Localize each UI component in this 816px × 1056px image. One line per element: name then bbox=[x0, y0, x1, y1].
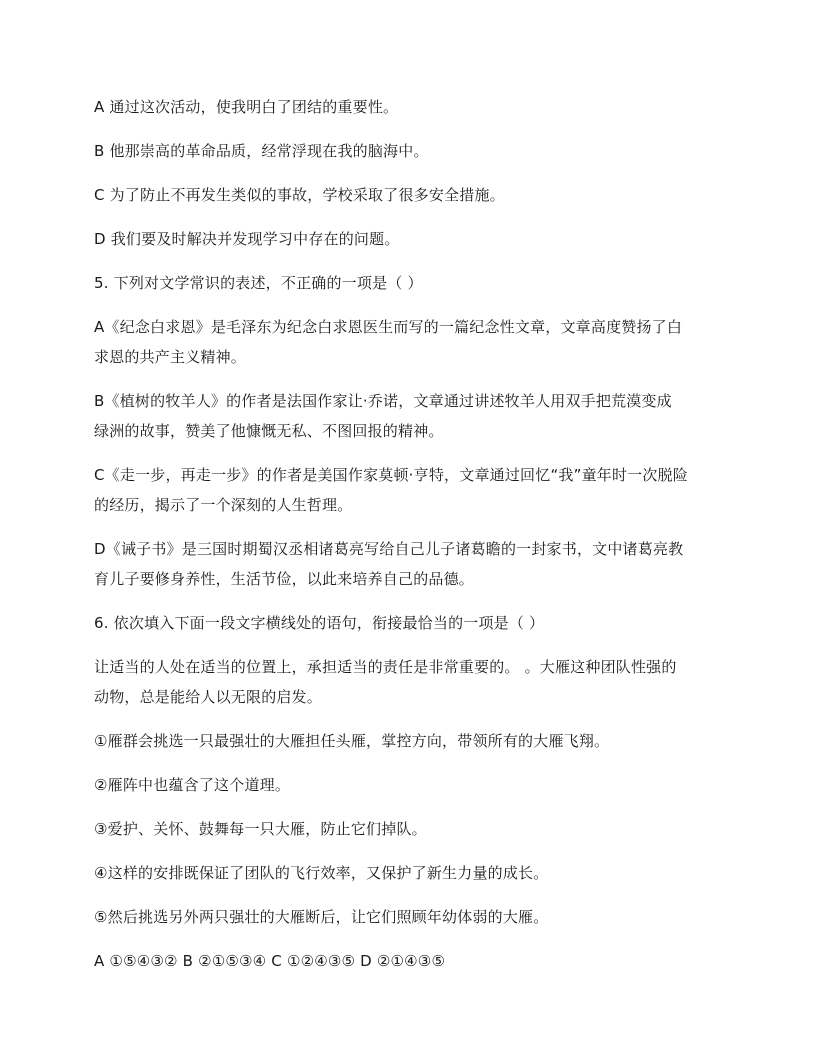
q6-answer-options: A ①⑤④③② B ②①⑤③④ C ①②④③⑤ D ②①④③⑤ bbox=[94, 952, 446, 970]
q6-item-5: ⑤然后挑选另外两只强壮的大雁断后，让它们照顾年幼体弱的大雁。 bbox=[94, 908, 549, 926]
q6-item-1: ①雁群会挑选一只最强壮的大雁担任头雁，掌控方向，带领所有的大雁飞翔。 bbox=[94, 732, 610, 750]
q4-option-d: D 我们要及时解决并发现学习中存在的问题。 bbox=[94, 230, 400, 248]
q5-option-a-line1: A《纪念白求恩》是毛泽东为纪念白求恩医生而写的一篇纪念性文章，文章高度赞扬了白 bbox=[94, 318, 683, 336]
q6-item-2: ②雁阵中也蕴含了这个道理。 bbox=[94, 776, 291, 794]
q4-option-c: C 为了防止不再发生类似的事故，学校采取了很多安全措施。 bbox=[94, 186, 505, 204]
q6-stem: 6. 依次填入下面一段文字横线处的语句，衔接最恰当的一项是（ ） bbox=[94, 614, 545, 632]
q5-option-b-line2: 绿洲的故事，赞美了他慷慨无私、不图回报的精神。 bbox=[94, 422, 444, 440]
q6-item-4: ④这样的安排既保证了团队的飞行效率，又保护了新生力量的成长。 bbox=[94, 864, 549, 882]
q5-option-a-line2: 求恩的共产主义精神。 bbox=[94, 348, 247, 366]
q5-option-c-line1: C《走一步，再走一步》的作者是美国作家莫顿·亨特，文章通过回忆“我”童年时一次脱险 bbox=[94, 466, 688, 484]
q6-item-3: ③爱护、关怀、鼓舞每一只大雁，防止它们掉队。 bbox=[94, 820, 427, 838]
q5-stem: 5. 下列对文学常识的表述，不正确的一项是（ ） bbox=[94, 274, 423, 292]
q5-option-b-line1: B《植树的牧羊人》的作者是法国作家让·乔诺，文章通过讲述牧羊人用双手把荒漠变成 bbox=[94, 392, 672, 410]
q5-option-d-line2: 育儿子要修身养性，生活节俭，以此来培养自己的品德。 bbox=[94, 570, 475, 588]
q4-option-a: A 通过这次活动，使我明白了团结的重要性。 bbox=[94, 98, 399, 116]
q4-option-b: B 他那崇高的革命品质，经常浮现在我的脑海中。 bbox=[94, 142, 429, 160]
q6-passage-line1: 让适当的人处在适当的位置上，承担适当的责任是非常重要的。 。大雁这种团队性强的 bbox=[94, 658, 677, 676]
q5-option-d-line1: D《诫子书》是三国时期蜀汉丞相诸葛亮写给自己儿子诸葛瞻的一封家书，文中诸葛亮教 bbox=[94, 540, 684, 558]
q5-option-c-line2: 的经历，揭示了一个深刻的人生哲理。 bbox=[94, 496, 353, 514]
document-body bbox=[94, 92, 730, 976]
q6-passage-line2: 动物，总是能给人以无限的启发。 bbox=[94, 688, 323, 706]
